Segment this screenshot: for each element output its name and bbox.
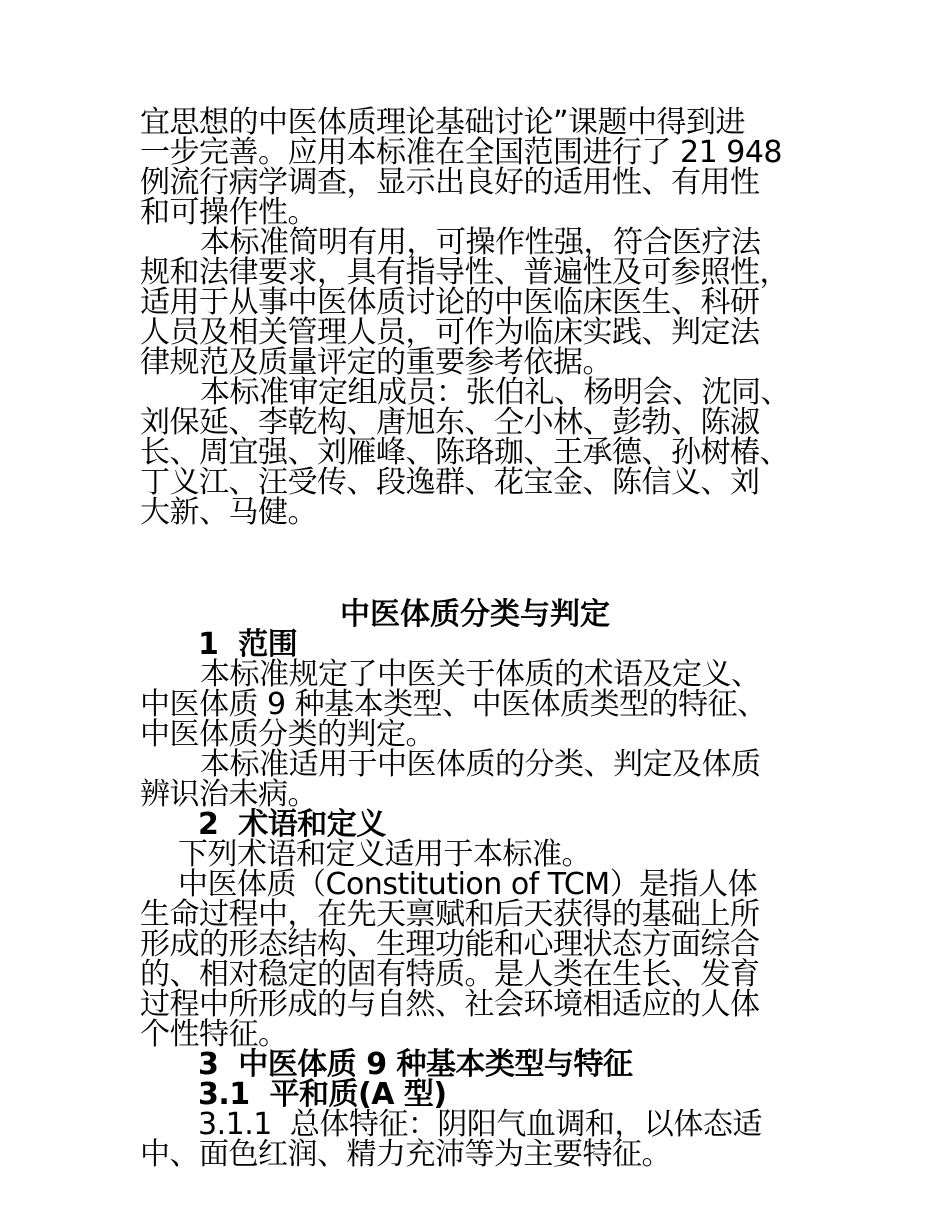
- text-line: 律规范及质量评定的重要参考依据。: [140, 345, 612, 380]
- text-line: 适用于从事中医体质讨论的中医临床医生、科研: [140, 285, 760, 320]
- text-line: 刘保延、李乾构、唐旭东、仝小林、彭勃、陈淑: [140, 405, 760, 440]
- text-line: 个性特征。: [140, 1017, 288, 1052]
- section-1-heading: 1 范围: [198, 627, 298, 662]
- section-2-intro: 下列术语和定义适用于本标准。: [178, 837, 591, 872]
- text-line: 本标准简明有用，可操作性强，符合医疗法: [200, 225, 761, 260]
- text-line: 本标准适用于中医体质的分类、判定及体质: [200, 747, 761, 782]
- text-line: 一步完善。应用本标准在全国范围进行了 21 948: [140, 135, 783, 170]
- intro-paragraph-1: [140, 105, 810, 230]
- text-line: 规和法律要求，具有指导性、普遍性及可参照性，: [140, 255, 789, 290]
- text-line: 的、相对稳定的固有特质。是人类在生长、发育: [140, 957, 760, 992]
- document-page: [140, 105, 810, 1172]
- section-2-definition: [140, 867, 810, 1052]
- text-line: 3.1.1 总体特征：阴阳气血调和，以体态适: [198, 1107, 762, 1142]
- section-2-heading: 2 术语和定义: [198, 807, 386, 842]
- text-line: 例流行病学调查，显示出良好的适用性、有用性: [140, 165, 760, 200]
- section-3-heading: 3 中医体质 9 种基本类型与特征: [198, 1047, 633, 1082]
- text-line: 辨识治未病。: [140, 777, 317, 812]
- section-3-1-1-paragraph: [140, 1107, 810, 1172]
- section-1-paragraph-1: [140, 657, 810, 752]
- text-line: 丁义江、汪受传、段逸群、花宝金、陈信义、刘: [140, 465, 760, 500]
- text-line: 过程中所形成的与自然、社会环境相适应的人体: [140, 987, 760, 1022]
- text-line: 长、周宜强、刘雁峰、陈珞珈、王承德、孙树椿、: [140, 435, 789, 470]
- text-line: 中医体质（Constitution of TCM）是指人体: [178, 867, 758, 902]
- text-line: 中医体质分类的判定。: [140, 717, 435, 752]
- section-3-1-heading: 3.1 平和质(A 型): [198, 1077, 447, 1112]
- intro-paragraph-3: [140, 375, 810, 530]
- text-line: 人员及相关管理人员，可作为临床实践、判定法: [140, 315, 760, 350]
- text-line: 生命过程中，在先天禀赋和后天获得的基础上所: [140, 897, 760, 932]
- text-line: 本标准规定了中医关于体质的术语及定义、: [200, 657, 761, 692]
- document-title: 中医体质分类与判定: [340, 597, 610, 632]
- text-line: 中医体质 9 种基本类型、中医体质类型的特征、: [140, 687, 767, 722]
- intro-paragraph-2: [140, 225, 810, 380]
- spacer: [140, 528, 810, 600]
- text-line: 大新、马健。: [140, 495, 317, 530]
- text-line: 本标准审定组成员：张伯礼、杨明会、沈同、: [200, 375, 790, 410]
- text-line: 形成的形态结构、生理功能和心理状态方面综合: [140, 927, 760, 962]
- text-line: 宜思想的中医体质理论基础讨论”课题中得到进: [140, 105, 746, 140]
- text-line: 和可操作性。: [140, 195, 317, 230]
- section-1-paragraph-2: [140, 747, 810, 812]
- text-line: 中、面色红润、精力充沛等为主要特征。: [140, 1137, 671, 1172]
